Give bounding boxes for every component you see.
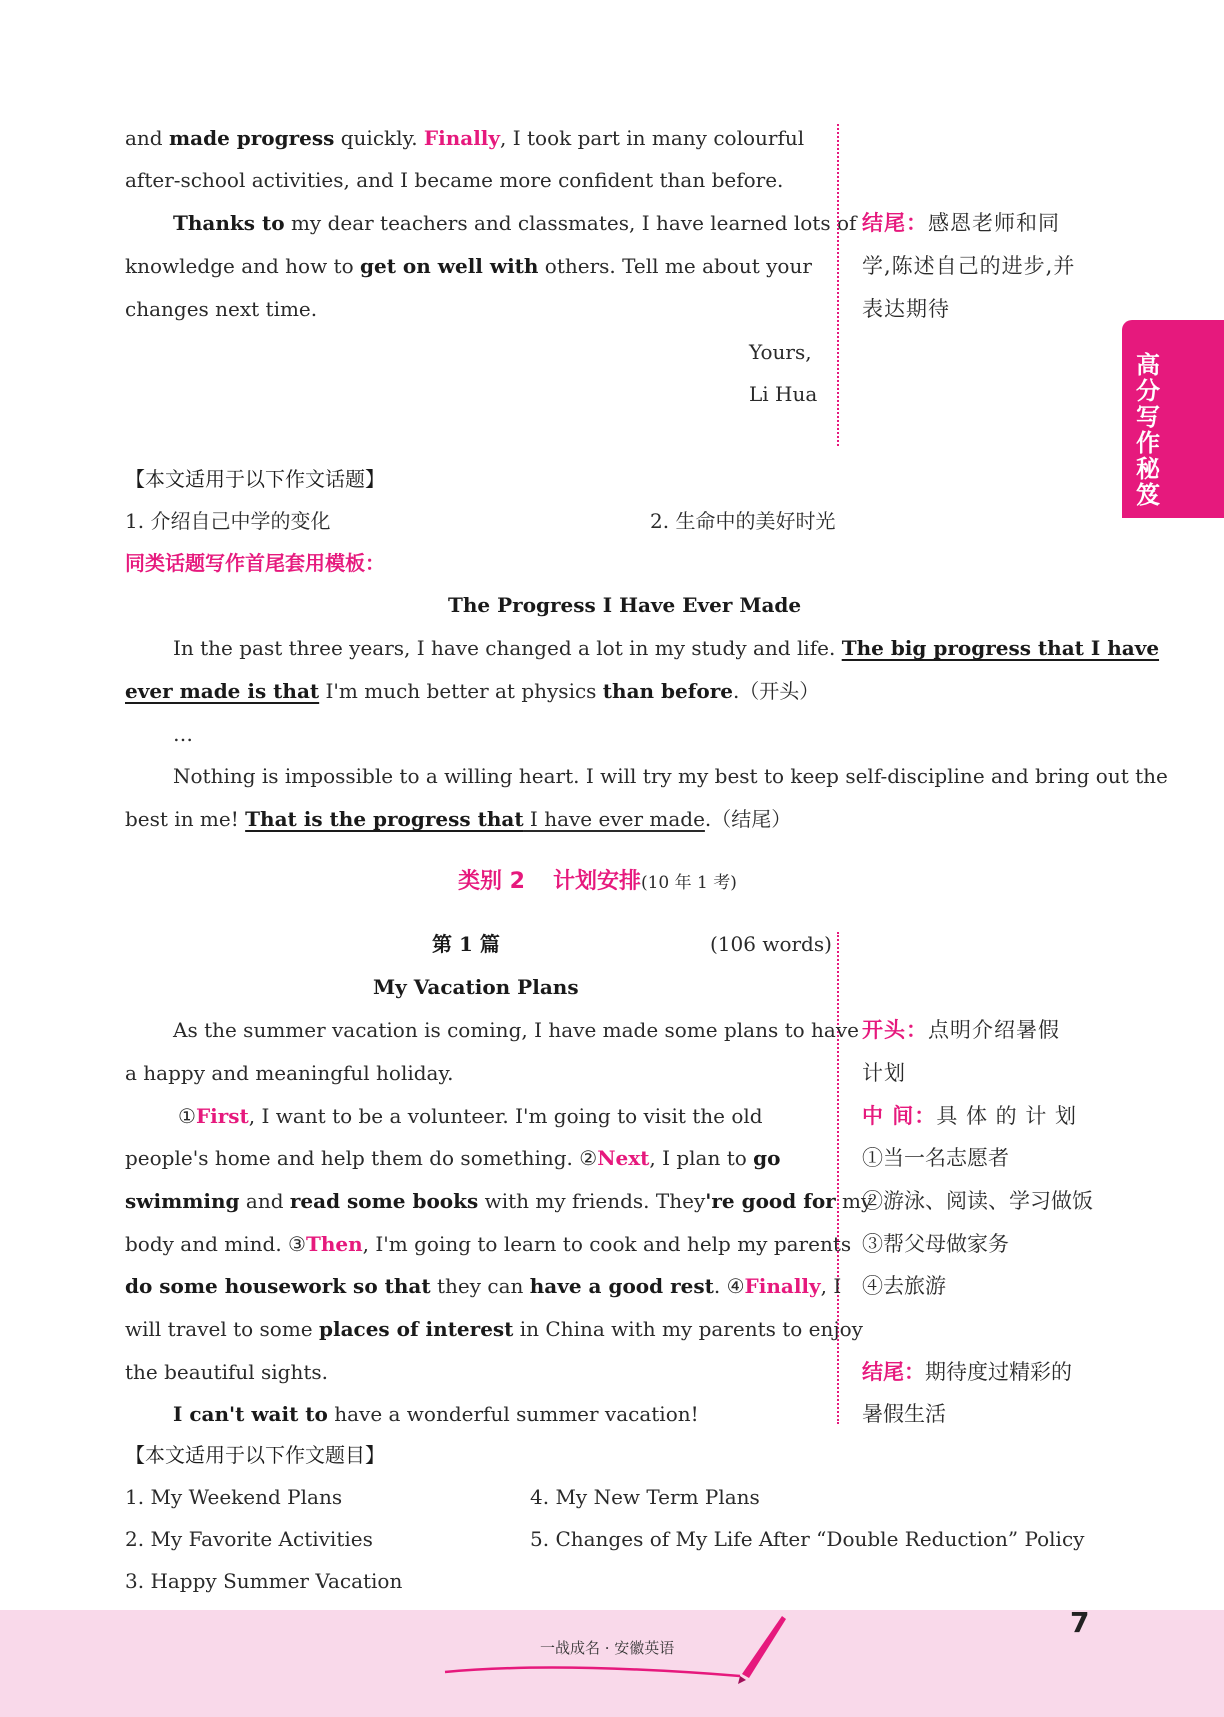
template-heading: 同类话题写作首尾套用模板： bbox=[125, 551, 385, 575]
note-plan-item: ③帮父母做家务 bbox=[862, 1232, 1009, 1256]
topic-item: 3. Happy Summer Vacation bbox=[125, 1569, 403, 1593]
essay-line: people's home and help them do something. ②Next, I plan to go bbox=[125, 1146, 781, 1170]
topic-item: 2. My Favorite Activities bbox=[125, 1527, 373, 1551]
note-plan-item: ①当一名志愿者 bbox=[862, 1146, 1009, 1170]
essay-line: the beautiful sights. bbox=[125, 1360, 329, 1384]
letter-line: Thanks to my dear teachers and classmates, I have learned lots of bbox=[173, 211, 857, 235]
essay-number: 第 1 篇 bbox=[432, 932, 500, 956]
essay-line: swimming and read some books with my friends. They're good for my bbox=[125, 1189, 873, 1213]
letter-closing: Yours, bbox=[749, 340, 812, 364]
letter-line: after-school activities, and I became more confident than before. bbox=[125, 168, 784, 192]
divider-dotted bbox=[837, 124, 839, 446]
topic-item: 1. 介绍自己中学的变化 bbox=[125, 509, 331, 533]
note-start: 开头：点明介绍暑假 bbox=[862, 1018, 1060, 1042]
essay-line: body and mind. ③Then, I'm going to learn to cook and help my parents bbox=[125, 1232, 852, 1256]
note-start-line: 计划 bbox=[862, 1061, 906, 1085]
category-heading: 类别 2 计划安排(10 年 1 考) bbox=[458, 869, 737, 894]
template-line: Nothing is impossible to a willing heart. I will try my best to keep self-discipline and bring out the bbox=[173, 764, 1168, 788]
template-line: In the past three years, I have changed a lot in my study and life. The big progress that I have bbox=[173, 636, 1160, 660]
essay-title: My Vacation Plans bbox=[373, 975, 579, 999]
note-ending-line: 表达期待 bbox=[862, 297, 950, 321]
side-tab-label: 高分写作秘笈 bbox=[1136, 351, 1160, 509]
letter-line: and made progress quickly. Finally, I took part in many colourful bbox=[125, 126, 805, 150]
note-ending: 结尾：感恩老师和同 bbox=[862, 211, 1060, 235]
letter-line: knowledge and how to get on well with others. Tell me about your bbox=[125, 254, 812, 278]
essay-line: will travel to some places of interest in China with my parents to enjoy bbox=[125, 1317, 863, 1341]
topic-item: 4. My New Term Plans bbox=[530, 1485, 760, 1509]
topic-item: 2. 生命中的美好时光 bbox=[650, 509, 836, 533]
essay-line: I can't wait to have a wonderful summer vacation! bbox=[173, 1402, 699, 1426]
essay-line: ①First, I want to be a volunteer. I'm going to visit the old bbox=[178, 1104, 763, 1128]
template-title: The Progress I Have Ever Made bbox=[448, 593, 802, 617]
letter-line: changes next time. bbox=[125, 297, 318, 321]
note-ending-line: 学,陈述自己的进步,并 bbox=[862, 254, 1076, 278]
divider-dotted bbox=[837, 932, 839, 1424]
topic-item: 1. My Weekend Plans bbox=[125, 1485, 343, 1509]
note-end-line: 暑假生活 bbox=[862, 1402, 946, 1426]
letter-signature: Li Hua bbox=[749, 382, 818, 406]
page-number: 7 bbox=[1070, 1606, 1090, 1639]
note-plan-item: ④去旅游 bbox=[862, 1274, 946, 1298]
note-end: 结尾：期待度过精彩的 bbox=[862, 1360, 1072, 1384]
essay-line: a happy and meaningful holiday. bbox=[125, 1061, 454, 1085]
essay-line: do some housework so that they can have a good rest. ④Finally, I bbox=[125, 1274, 842, 1298]
template-line: ever made is that I'm much better at physics than before.（开头） bbox=[125, 679, 820, 703]
essay-word-count: (106 words) bbox=[710, 932, 832, 956]
note-plan-item: ②游泳、阅读、学习做饭 bbox=[862, 1189, 1093, 1213]
topics-heading: 【本文适用于以下作文题目】 bbox=[125, 1443, 385, 1467]
essay-line: As the summer vacation is coming, I have made some plans to have bbox=[173, 1018, 859, 1042]
topic-item: 5. Changes of My Life After “Double Reduction” Policy bbox=[530, 1527, 1085, 1551]
template-line: best in me! That is the progress that I have ever made.（结尾） bbox=[125, 807, 792, 831]
topics-heading: 【本文适用于以下作文话题】 bbox=[125, 467, 385, 491]
template-ellipsis: … bbox=[173, 722, 193, 746]
note-middle: 中 间：具 体 的 计 划 bbox=[862, 1104, 1078, 1128]
footer-title: 一战成名 · 安徽英语 bbox=[540, 1639, 675, 1657]
